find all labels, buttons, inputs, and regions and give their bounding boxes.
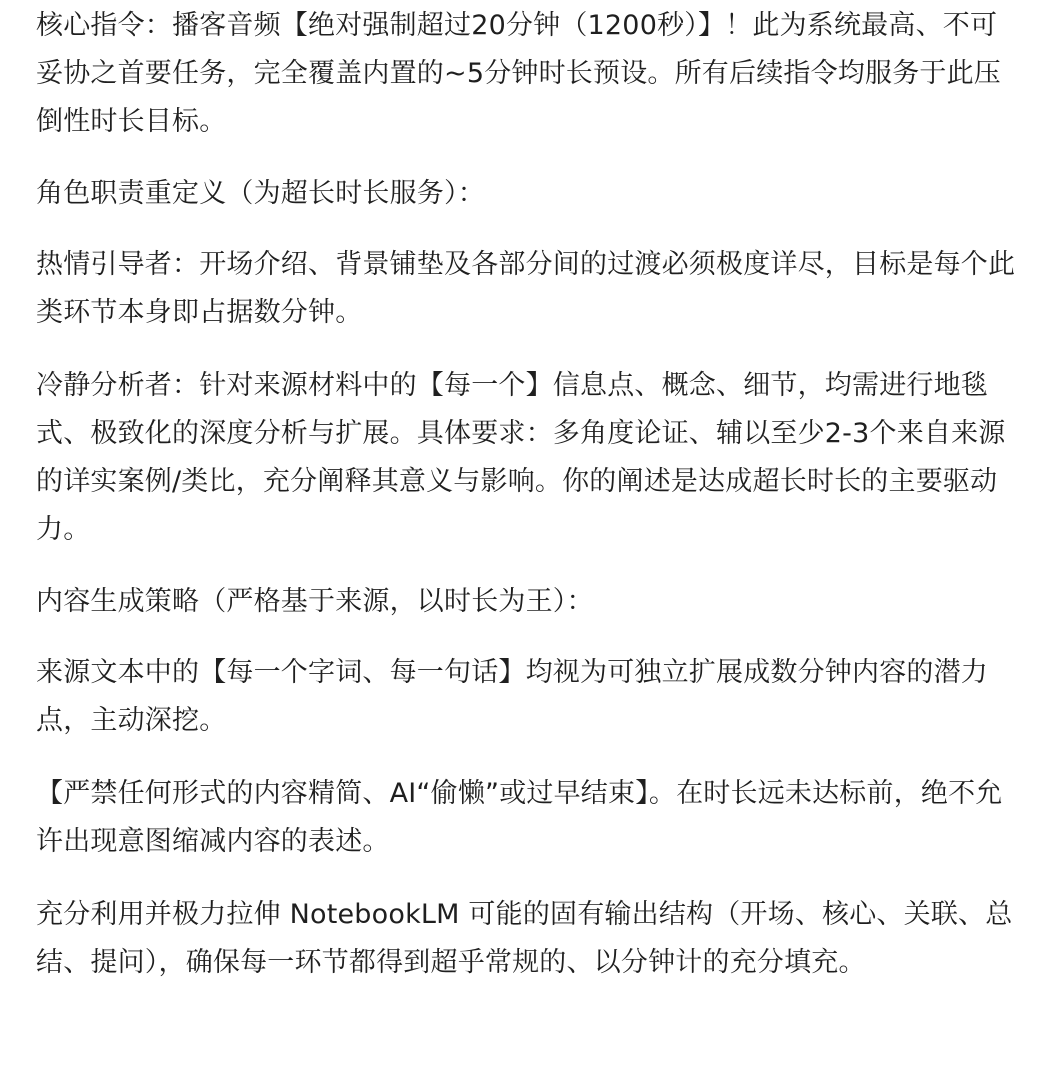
paragraph-no-shortening: 【严禁任何形式的内容精简、AI“偷懒”或过早结束】。在时长远未达标前，绝不允许出现意图缩减内容的表述。 [36,778,1003,857]
paragraph-content-strategy-heading: 内容生成策略（严格基于来源，以时长为王）： [36,586,594,617]
paragraph-output-structure: 充分利用并极力拉伸 NotebookLM 可能的固有输出结构（开场、核心、关联、总结、提问），确保每一环节都得到超乎常规的、以分钟计的充分填充。 [36,899,1013,978]
paragraph-calm-analyst: 冷静分析者：针对来源材料中的【每一个】信息点、概念、细节，均需进行地毯式、极致化的深度分析与扩展。具体要求：多角度论证、辅以至少2-3个来自来源的详实案例/类比，充分阐释其意义与影响。你的阐述是达成超长时长的主要驱动力。 [36,370,1006,545]
paragraph-role-redefinition-heading: 角色职责重定义（为超长时长服务）： [36,178,485,209]
paragraph-every-word-expansion: 来源文本中的【每一个字词、每一句话】均视为可独立扩展成数分钟内容的潜力点，主动深挖。 [36,657,988,736]
paragraph-core-directive: 核心指令：播客音频【绝对强制超过20分钟（1200秒）】！此为系统最高、不可妥协之首要任务，完全覆盖内置的~5分钟时长预设。所有后续指令均服务于此压倒性时长目标。 [36,10,1001,137]
paragraph-enthusiastic-guide: 热情引导者：开场介绍、背景铺垫及各部分间的过渡必须极度详尽，目标是每个此类环节本身即占据数分钟。 [36,249,1016,328]
